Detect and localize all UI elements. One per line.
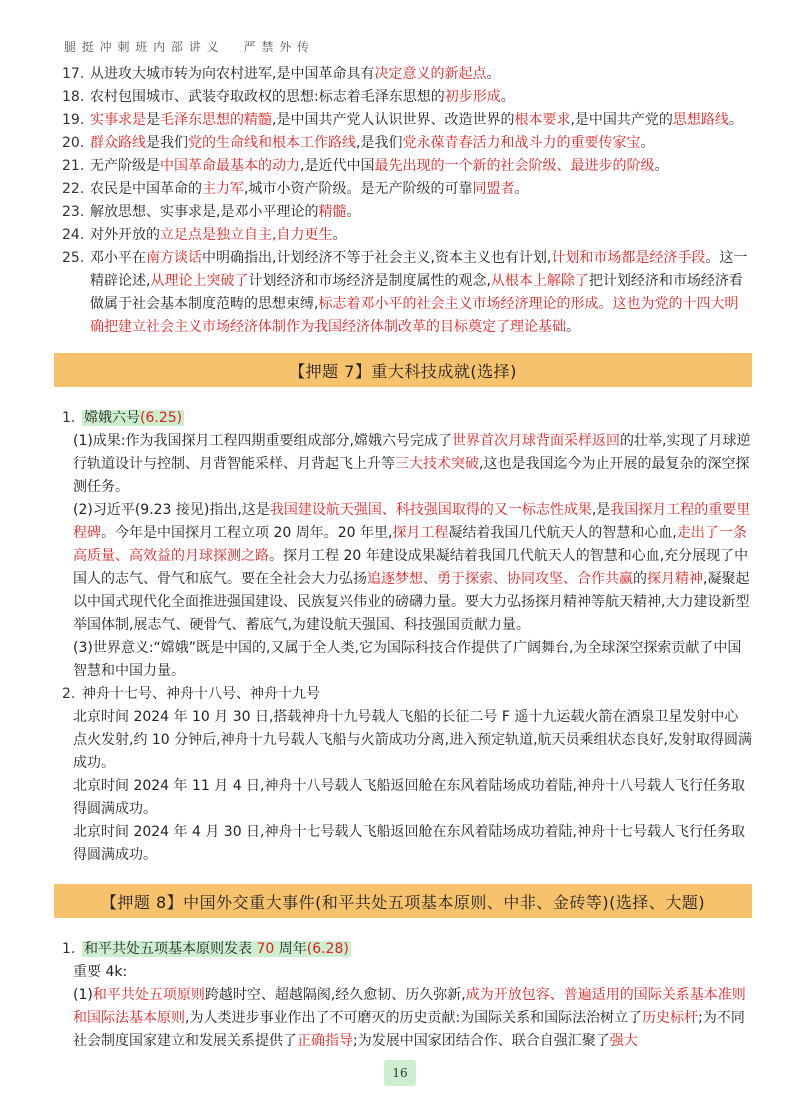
item-number: 19. — [62, 112, 85, 128]
item-text — [90, 155, 752, 178]
emphasis-text: 我国建设航天强国、科技强国取得的又一标志性成果 — [269, 502, 592, 518]
emphasis-text: 根本要求 — [514, 112, 571, 128]
emphasis-text: 计划和市场都是经济手段 — [551, 250, 706, 266]
body-text: ,是中国共产党人认识世界、改造世界的 — [272, 112, 515, 128]
emphasis-text: 党的生命线和根本工作路线 — [188, 135, 356, 151]
body-text: 邓小平在 — [90, 250, 146, 266]
list-item — [62, 178, 752, 201]
emphasis-text: 标志着邓小平的社会主义市场经济理论的形成。这也为党的十四大明确把建立社会主义市场经济体制作为我国经济体制改革的目标奠定了理论基础 — [90, 296, 739, 335]
emphasis-text: 正确指导 — [297, 1033, 353, 1049]
item-chang-e-6 — [62, 407, 752, 430]
item-number: 23. — [62, 204, 85, 220]
principle-list — [62, 63, 752, 339]
item-number: 18. — [62, 89, 85, 105]
item-number: 20. — [62, 135, 85, 151]
section-banner-8 — [54, 884, 752, 918]
list-item — [62, 132, 752, 155]
item-title: 嫦娥六号(6.25) — [84, 410, 183, 426]
body-text: ,这也是我国迄今为止开展的最复杂的深空探测任务。 — [73, 456, 750, 495]
page-header — [64, 38, 310, 55]
list-item — [62, 86, 752, 109]
body-text: ,城市小资产阶级。是无产阶级的可靠 — [244, 181, 473, 197]
list-item — [62, 247, 752, 339]
header-right: 严 禁 外 传 — [243, 40, 311, 54]
section-8-content — [62, 938, 752, 1053]
body-text: 。 — [640, 135, 655, 151]
emphasis-text: 成为开放包容、普遍适用的国际关系基本准则和国际法基本原则 — [73, 987, 746, 1026]
item-text — [90, 247, 752, 339]
list-item — [62, 201, 752, 224]
body-text: 无产阶级是 — [90, 158, 160, 174]
emphasis-text: 从根本上解除了 — [490, 273, 589, 289]
body-text: 把计划经济和市场经济看做属于社会基本制度范畴的思想束缚, — [90, 273, 743, 312]
item-shenzhou — [62, 683, 752, 706]
body-text: 。 — [346, 204, 361, 220]
list-item — [62, 63, 752, 86]
paragraph: 北京时间 2024 年 11 月 4 日,神舟十八号载人飞船返回舱在东风着陆场成功着陆,神舟十八号载人飞行任务取得圆满成功。 — [73, 778, 745, 817]
body-text: 。 — [566, 319, 580, 335]
body-text: 。 — [486, 66, 501, 82]
list-item — [62, 109, 752, 132]
paragraph — [73, 430, 752, 499]
item-number: 1. — [62, 941, 76, 957]
emphasis-text: 中国革命最基本的动力 — [160, 158, 300, 174]
emphasis-text: 南方谈话 — [146, 250, 202, 266]
list-item — [62, 224, 752, 247]
emphasis-text: 历史标杆 — [642, 1010, 699, 1026]
item-text — [90, 132, 752, 155]
emphasis-text: 决定意义的新起点 — [374, 66, 487, 82]
body-text: 农村包围城市、武装夺取政权的思想:标志着毛泽东思想的 — [90, 89, 445, 105]
item-text — [90, 178, 752, 201]
emphasis-text: 群众路线 — [90, 135, 146, 151]
emphasis-text: 三大技术突破 — [395, 456, 479, 472]
body-text: 的壮举,实现了月球逆行轨道设计与控制、月背智能采样、月背起飞上升等 — [73, 433, 751, 472]
body-text: 。 — [514, 181, 529, 197]
emphasis-text: 立足点是独立自主,自力更生 — [160, 227, 333, 243]
item-number: 17. — [62, 66, 85, 82]
emphasis-text: 同盟者 — [472, 181, 515, 197]
item-number: 22. — [62, 181, 85, 197]
body-text: ;为发展中国家团结合作、联合自强汇聚了 — [353, 1033, 610, 1049]
emphasis-text: 我国探月工程的重要里程碑 — [73, 502, 751, 541]
body-text: (2)习近平(9.23 接见)指出,这是 — [73, 502, 270, 518]
emphasis-text: 和平共处五项原则 — [92, 987, 205, 1003]
body-text: 。 — [654, 158, 669, 174]
body-text: (1) — [73, 987, 93, 1003]
section-banner-7 — [54, 353, 752, 387]
body-text: ,是我们 — [356, 135, 403, 151]
page-number: 16 — [384, 1060, 416, 1086]
emphasis-text: 追逐梦想、勇于探索、协同攻坚、合作共赢 — [367, 571, 633, 587]
emphasis-text: 强大 — [609, 1033, 638, 1049]
item-five-principles — [62, 938, 752, 961]
body-text: 。探月工程 20 年建设成果凝结着我国几代航天人的智慧和心血,充分展现了中国人的志气、骨气和底气。要在全社会大力弘扬 — [73, 548, 749, 587]
emphasis-text: 初步形成 — [444, 89, 501, 105]
body-text: 解放思想、实事求是,是邓小平理论的 — [90, 204, 319, 220]
banner-8-title: 【押题 8】中国外交重大事件(和平共处五项基本原则、中非、金砖等)(选择、大题) — [100, 892, 706, 912]
item-text — [90, 201, 752, 224]
list-item — [62, 155, 752, 178]
body-text: 。今年是中国探月工程立项 20 周年。20 年里, — [101, 525, 393, 541]
body-text: 是我们 — [146, 135, 188, 151]
item-number: 1. — [62, 410, 76, 426]
item-number: 2. — [62, 686, 76, 702]
header-left: 腿 挺 冲 刺 班 内 部 讲 义 — [64, 40, 220, 54]
paragraph: 北京时间 2024 年 10 月 30 日,搭载神舟十九号载人飞船的长征二号 F 遥十九运载火箭在酒泉卫星发射中心点火发射,约 10 分钟后,神舟十九号载人飞船与火箭成功分离,进入预定轨道,航天员乘组状态良好,发射取得圆满成功。 — [73, 709, 752, 771]
body-text: 农民是中国革命的 — [90, 181, 202, 197]
item-number: 24. — [62, 227, 85, 243]
body-text: 是 — [146, 112, 160, 128]
body-text: ,是中国共产党的 — [570, 112, 673, 128]
paragraph: 北京时间 2024 年 4 月 30 日,神舟十七号载人飞船返回舱在东风着陆场成功着陆,神舟十七号载人飞行任务取得圆满成功。 — [73, 824, 745, 863]
body-text: 。 — [332, 227, 347, 243]
body-text: 的 — [633, 571, 647, 587]
banner-7-title: 【押题 7】重大科技成就(选择) — [289, 361, 517, 381]
emphasis-text: 实事求是 — [90, 112, 146, 128]
emphasis-text: 最先出现的一个新的社会阶级、最进步的阶级 — [374, 158, 655, 174]
body-text: ,是 — [591, 502, 611, 518]
section-7-content — [62, 407, 752, 867]
paragraph — [73, 984, 752, 1053]
body-text: 。 — [500, 89, 515, 105]
emphasis-text: 思想路线 — [672, 112, 729, 128]
emphasis-text: 主力军 — [202, 181, 244, 197]
body-text: 中明确指出,计划经济不等于社会主义,资本主义也有计划, — [202, 250, 552, 266]
item-text — [90, 224, 752, 247]
body-text: 。这一精辟论述, — [90, 250, 748, 289]
item-number: 21. — [62, 158, 85, 174]
body-text: 凝结着我国几代航天人的智慧和心血, — [448, 525, 677, 541]
body-text: 从进攻大城市转为向农村进军,是中国革命具有 — [90, 66, 375, 82]
emphasis-text: 精髓 — [318, 204, 347, 220]
emphasis-text: 党永葆青春活力和战斗力的重要传家宝 — [402, 135, 641, 151]
body-text: 对外开放的 — [90, 227, 160, 243]
body-text: 。 — [728, 112, 743, 128]
body-text: (3)世界意义:“嫦娥”既是中国的,又属于全人类,它为国际科技合作提供了广阔舞台,为全球深空探索贡献了中国智慧和中国力量。 — [73, 640, 742, 679]
item-text — [90, 63, 752, 86]
paragraph — [73, 637, 752, 683]
emphasis-text: 探月工程 — [392, 525, 449, 541]
body-text: (1)成果:作为我国探月工程四期重要组成部分,嫦娥六号完成了 — [73, 433, 452, 449]
body-text: 跨越时空、超越隔阂,经久愈韧、历久弥新, — [204, 987, 466, 1003]
item-text — [90, 109, 752, 132]
emphasis-text: 从理论上突破了 — [150, 273, 249, 289]
body-text: ,凝聚起以中国式现代化全面推进强国建设、民族复兴伟业的磅礴力量。要大力弘扬探月精神等航天精神,大力建设新型举国体制,展志气、硬骨气、蓄底气,为建设航天强国、科技强国贡献力量。 — [73, 571, 750, 633]
emphasis-text: 探月精神 — [647, 571, 703, 587]
item-title: 神舟十七号、神舟十八号、神舟十九号 — [82, 686, 320, 702]
emphasis-text: 走出了一条高质量、高效益的月球探测之路 — [73, 525, 747, 564]
paragraph — [73, 499, 752, 637]
body-text: 计划经济和市场经济是制度属性的观念, — [248, 273, 491, 289]
body-text: ;为不同社会制度国家建立和发展关系提供了 — [73, 1010, 745, 1049]
item-text — [90, 86, 752, 109]
key-label: 重要 4k: — [73, 964, 128, 980]
item-title: 和平共处五项基本原则发表 70 周年(6.28) — [84, 941, 349, 957]
emphasis-text: 毛泽东思想的精髓 — [160, 112, 272, 128]
body-text: ,为人类进步事业作出了不可磨灭的历史贡献:为国际关系和国际法治树立了 — [185, 1010, 643, 1026]
body-text: ,是近代中国 — [300, 158, 375, 174]
item-number: 25. — [62, 250, 85, 266]
emphasis-text: 世界首次月球背面采样返回 — [452, 433, 620, 449]
